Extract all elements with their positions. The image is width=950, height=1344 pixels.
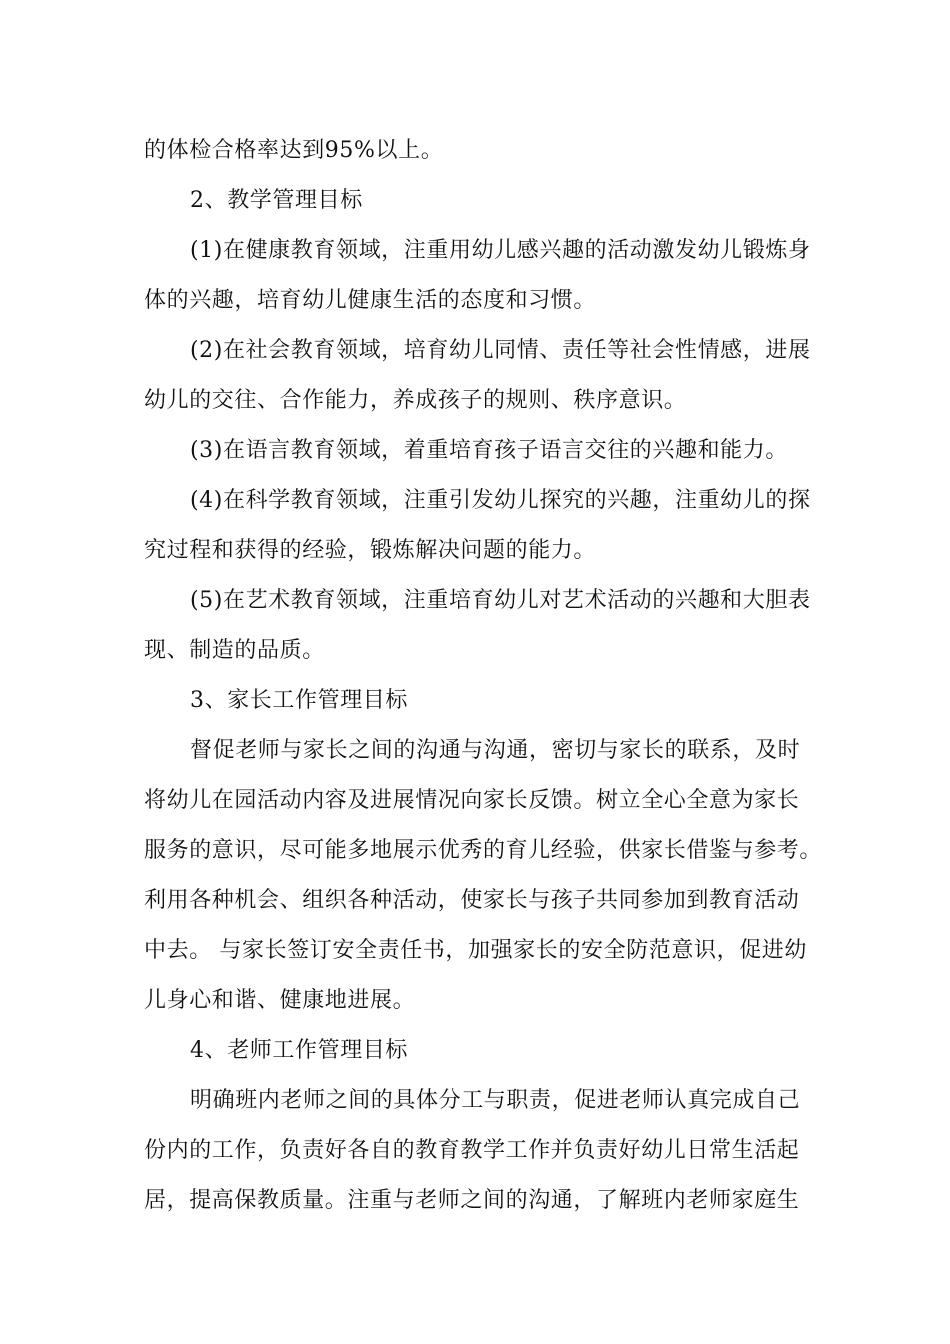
- text-line: 督促老师与家长之间的沟通与沟通，密切与家长的联系，及时: [190, 738, 801, 763]
- text-line: 幼儿的交往、合作能力，养成孩子的规则、秩序意识。: [144, 388, 687, 413]
- text-line: 份内的工作，负责好各自的教育教学工作并负责好幼儿日常生活起: [144, 1138, 800, 1163]
- section-heading: 4、老师工作管理目标: [190, 1038, 408, 1063]
- text-line: 利用各种机会、组织各种活动，使家长与孩子共同参加到教育活动: [144, 888, 800, 913]
- text-line: 明确班内老师之间的具体分工与职责，促进老师认真完成自己: [190, 1088, 801, 1113]
- text-line: 将幼儿在园活动内容及进展情况向家长反馈。树立全心全意为家长: [144, 788, 800, 813]
- text-line: 服务的意识，尽可能多地展示优秀的育儿经验，供家长借鉴与参考。: [144, 838, 823, 863]
- text-line: (1)在健康教育领域，注重用幼儿感兴趣的活动激发幼儿锻炼身: [190, 238, 811, 263]
- text-line: 的体检合格率达到95%以上。: [144, 138, 444, 163]
- text-line: (2)在社会教育领域，培育幼儿同情、责任等社会性情感，进展: [190, 338, 811, 363]
- text-line: (5)在艺术教育领域，注重培育幼儿对艺术活动的兴趣和大胆表: [190, 588, 811, 613]
- text-line: (3)在语言教育领域，着重培育孩子语言交往的兴趣和能力。: [190, 438, 788, 463]
- section-heading: 2、教学管理目标: [190, 188, 363, 213]
- section-heading: 3、家长工作管理目标: [190, 688, 408, 713]
- text-line: 体的兴趣，培育幼儿健康生活的态度和习惯。: [144, 288, 597, 313]
- text-line: 究过程和获得的经验，锻炼解决问题的能力。: [144, 538, 597, 563]
- text-line: 儿身心和谐、健康地进展。: [144, 988, 416, 1013]
- text-line: 现、制造的品质。: [144, 638, 325, 663]
- text-line: 居，提高保教质量。注重与老师之间的沟通，了解班内老师家庭生: [144, 1188, 800, 1213]
- text-line: (4)在科学教育领域，注重引发幼儿探究的兴趣，注重幼儿的探: [190, 488, 811, 513]
- text-line: 中去。 与家长签订安全责任书，加强家长的安全防范意识，促进幼: [144, 938, 807, 963]
